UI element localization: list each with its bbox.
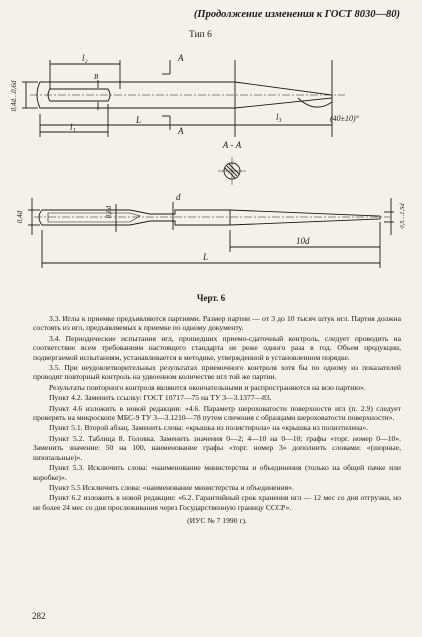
type-label: Тип 6: [189, 30, 212, 40]
needle-drawing: [0, 40, 422, 292]
label-l3: l₃: [276, 112, 282, 122]
paragraph: Пункт 5.1. Второй абзац. Заменить слова: «крышка из полистирола» на «крышка из полиэтилена».: [49, 423, 369, 433]
label-angle: (40±10)°: [330, 114, 359, 123]
label-10d: 10d: [296, 236, 310, 246]
label-0-8d: 0,8d: [105, 205, 113, 219]
section-a-a: [218, 157, 246, 185]
page-number: 282: [32, 611, 46, 621]
label-d: d: [176, 192, 181, 202]
body-text: [33, 314, 401, 527]
label-0-4d: 0,4d: [16, 210, 24, 224]
paragraph: 3.5. При неудовлетворительных результатах приемочного контроля хотя бы по одному из показателей проводят повторный контроль на удвоенном количестве игл той же партии.: [33, 363, 401, 382]
label-a-bottom: А: [178, 126, 184, 136]
paragraph: Пункт 5.2. Таблица 8. Головка. Заменить значения 0—2; 4—10 на 0—10; графы «торг. номер 0—10». Заменить значение: 50 на 100, наименование графы «торг. номер 3» дополнить словами: «(шорные, шпопальные)».: [33, 433, 401, 462]
paragraph: Пункт 5.3. Исключить слова: «наименование министерства и объединения (только на общей пачке или коробке)».: [33, 463, 401, 482]
needle-side-view: [28, 198, 394, 268]
label-d-top-left: 0,4d…0,6d: [10, 80, 18, 112]
label-l1: l₁: [70, 122, 76, 132]
paragraph: Пункт 4.6 изложить в новой редакции: «4.6. Параметр шероховатости поверхности игл (п. 2.9) следует проверять на микроскопе МБС-9 ТУ 3—3.1210—78 путем сличения с образцами шероховатости поверхности».: [33, 403, 401, 423]
paragraph: Результаты повторного контроля являются окончательными и распространяются на всю партию».: [49, 382, 366, 392]
paragraph: Пункт 4.2. Заменить ссылку: ГОСТ 10717—75 на ТУ 3—3.1377—83.: [49, 393, 272, 403]
source-signature: (ИУС № 7 1990 г).: [187, 516, 247, 526]
paragraph: 3.3. Иглы к приемке предъявляются партиями. Размер партии — от 3 до 10 тысяч штук игл. Партия должна состоять из игл, предъявляемых к приемке по одному документу.: [33, 314, 401, 333]
label-0-5-1-5d: 0,5…1,5d: [399, 203, 406, 229]
label-a-top: А: [178, 53, 184, 63]
figure-caption: Черт. 6: [196, 293, 226, 303]
label-l-top: L: [136, 115, 142, 125]
continuation-header: (Продолжение изменения к ГОСТ 8030—80): [193, 9, 400, 20]
paragraph: 3.4. Периодические испытания игл, прошедших приемо-сдаточный контроль, следует проводить на соответствие всем требованиям настоящего стандарта не реже одного раза в год. Объем продукции, подвергаемой испытаниям, устанавливается в методике, утвержденной в установленном порядке.: [33, 333, 401, 362]
label-l-bottom: L: [203, 252, 209, 262]
label-l2: l₂: [82, 53, 88, 63]
section-label: А - А: [222, 140, 242, 150]
paragraph: Пункт 5.5 Исключить слова: «наименование министерства и объединения».: [49, 482, 294, 492]
label-b: В: [94, 73, 99, 81]
paragraph: Пункт 6.2 изложить в новой редакции: «6.2. Гарантийный срок хранения игл — 12 мес со дня отгрузки, но не более 24 мес со дня прослеживания через Государственную границу СССР».: [33, 493, 401, 512]
